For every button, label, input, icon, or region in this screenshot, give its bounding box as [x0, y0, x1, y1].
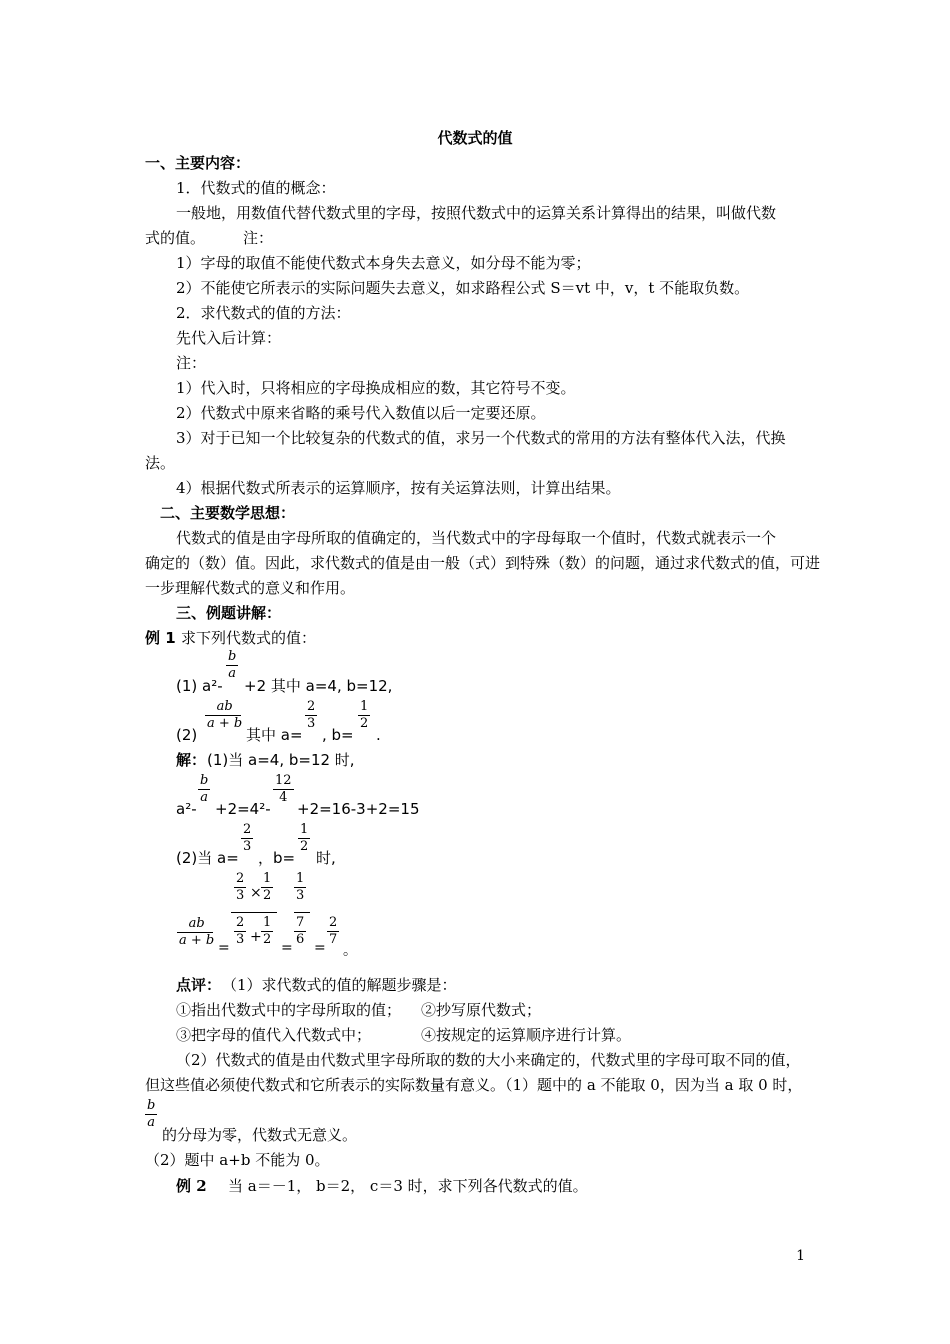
numerator: 1 — [263, 871, 272, 886]
numerator: 7 — [296, 915, 305, 930]
fraction-2-over-3 — [234, 872, 246, 903]
times-sign: × — [250, 885, 262, 901]
numerator: 2 — [243, 822, 252, 837]
denominator: 2 — [263, 932, 272, 947]
page-number: 1 — [796, 1248, 805, 1264]
text-line: 确定的（数）值。因此，求代数式的值是由一般（式）到特殊（数）的问题，通过求代数式的值，可进 — [145, 554, 821, 572]
fraction-ab-over-a-plus-b — [177, 917, 216, 948]
example-1-label: 例 1 — [145, 629, 176, 647]
fraction-2-over-3 — [241, 823, 253, 854]
fraction-ab-over-a-plus-b — [205, 700, 244, 731]
example-2-label: 例 2 — [176, 1177, 207, 1195]
denominator: a — [200, 790, 209, 805]
fraction-b-over-a — [145, 1099, 157, 1130]
denominator: a + b — [179, 933, 215, 948]
numerator: b — [147, 1098, 156, 1113]
text-line: 法。 — [145, 454, 176, 472]
denominator: a — [147, 1115, 156, 1130]
solution-2-end: 时, — [316, 849, 336, 867]
text-line: 1．代数式的值的概念： — [176, 179, 336, 197]
equals-sign: = — [218, 940, 230, 956]
text-line: 求下列代数式的值： — [181, 629, 317, 647]
denominator: 3 — [296, 888, 305, 903]
denominator: 3 — [236, 932, 245, 947]
solution-2-start: (2)当 a= — [176, 849, 239, 867]
numerator: ab — [188, 916, 205, 931]
text-line: （1）求代数式的值的解题步骤是： — [222, 976, 457, 994]
fraction-1-over-2 — [261, 872, 273, 903]
question-2-mid2: , b= — [322, 726, 354, 744]
solution-1-text: (1)当 a=4, b=12 时, — [207, 751, 355, 769]
text-line: 当 a＝－1， b＝2， c＝3 时，求下列各代数式的值。 — [228, 1177, 588, 1195]
numerator: 2 — [236, 871, 245, 886]
denominator: 7 — [329, 932, 338, 947]
denominator: 3 — [236, 888, 245, 903]
complex-fraction-1 — [231, 872, 281, 952]
fraction-2-over-3 — [305, 700, 317, 731]
question-2-end: . — [376, 726, 381, 744]
solution-2-mid: ，b= — [258, 849, 296, 867]
numerator: 2 — [236, 915, 245, 930]
text-line: （2）题中 a+b 不能为 0。 — [145, 1151, 330, 1169]
question-1-end: +2 其中 a=4, b=12, — [244, 677, 393, 695]
text-line: 代数式的值是由字母所取的值确定的，当代数式中的字母每取一个值时，代数式就表示一个 — [176, 529, 777, 547]
denominator: 4 — [279, 790, 288, 805]
plus-sign: + — [250, 929, 262, 945]
equals-sign: = — [314, 940, 326, 956]
numerator: 1 — [263, 915, 272, 930]
text-line: 注： — [243, 229, 274, 247]
text-line: 一般地，用数值代替代数式里的字母，按照代数式中的运算关系计算得出的结果，叫做代数 — [176, 204, 777, 222]
fraction-2-over-7 — [327, 916, 339, 947]
fraction-b-over-a — [198, 774, 210, 805]
numerator: 1 — [296, 871, 305, 886]
text-line: 的分母为零，代数式无意义。 — [162, 1126, 358, 1144]
denominator: a + b — [207, 716, 243, 731]
numerator: 2 — [307, 699, 316, 714]
denominator: 2 — [300, 839, 309, 854]
denominator: 2 — [263, 888, 272, 903]
question-2-mid: 其中 a= — [246, 726, 303, 744]
text-line: 4）根据代数式所表示的运算顺序，按有关运算法则，计算出结果。 — [176, 479, 621, 497]
section-heading-1: 一、主要内容： — [145, 154, 251, 172]
text-line: 一步理解代数式的意义和作用。 — [145, 579, 356, 597]
question-1-start: (1) a²- — [176, 677, 223, 695]
fraction-2-over-3 — [234, 916, 246, 947]
text-line: ②抄写原代数式； — [421, 1001, 542, 1019]
text-line: ③把字母的值代入代数式中； — [176, 1026, 372, 1044]
fraction-1-over-2 — [261, 916, 273, 947]
section-heading-3: 三、例题讲解： — [176, 604, 282, 622]
text-line: 先代入后计算： — [176, 329, 282, 347]
numerator: b — [228, 649, 237, 664]
period: 。 — [343, 943, 357, 959]
denominator: 2 — [360, 716, 369, 731]
numerator: 1 — [360, 699, 369, 714]
solution-1-eq-end: +2=16-3+2=15 — [297, 800, 420, 818]
section-heading-2: 二、主要数学思想： — [160, 504, 296, 522]
solution-1-eq-mid: +2=4²- — [215, 800, 271, 818]
denominator: a — [228, 666, 237, 681]
text-line: 注： — [176, 354, 207, 372]
page-title: 代数式的值 — [437, 129, 513, 147]
numerator: 2 — [329, 915, 338, 930]
denominator: 6 — [296, 932, 305, 947]
question-2-start: (2) — [176, 726, 198, 744]
denominator: 3 — [243, 839, 252, 854]
text-line: 2）代数式中原来省略的乘号代入数值以后一定要还原。 — [176, 404, 546, 422]
text-line: 2）不能使它所表示的实际问题失去意义，如求路程公式 S＝vt 中，v，t 不能取负数。 — [176, 279, 750, 297]
text-line: 2．求代数式的值的方法： — [176, 304, 351, 322]
complex-fraction-2 — [294, 872, 314, 952]
fraction-12-over-4 — [273, 774, 294, 805]
fraction-1-over-3 — [294, 872, 306, 903]
solution-label: 解： — [176, 751, 207, 769]
text-line: 式的值。 — [145, 229, 206, 247]
numerator: 1 — [300, 822, 309, 837]
numerator: b — [200, 773, 209, 788]
text-line: ①指出代数式中的字母所取的值； — [176, 1001, 402, 1019]
review-label: 点评： — [176, 976, 222, 994]
text-line: 3）对于已知一个比较复杂的代数式的值，求另一个代数式的常用的方法有整体代入法，代换 — [176, 429, 786, 447]
fraction-b-over-a — [226, 650, 238, 681]
text-line: 1）字母的取值不能使代数式本身失去意义，如分母不能为零； — [176, 254, 591, 272]
fraction-7-over-6 — [294, 916, 306, 947]
solution-1-eq-start: a²- — [176, 800, 197, 818]
text-line: ④按规定的运算顺序进行计算。 — [421, 1026, 632, 1044]
text-line: 1）代入时，只将相应的字母换成相应的数，其它符号不变。 — [176, 379, 576, 397]
numerator: ab — [216, 699, 233, 714]
text-line: 但这些值必须使代数式和它所表示的实际数量有意义。（1）题中的 a 不能取 0，因为当 a 取 0 时， — [145, 1076, 803, 1094]
fraction-1-over-2 — [358, 700, 370, 731]
text-line: （2）代数式的值是由代数式里字母所取的数的大小来确定的，代数式里的字母可取不同的值， — [176, 1051, 801, 1069]
equals-sign: = — [281, 940, 293, 956]
fraction-1-over-2 — [298, 823, 310, 854]
numerator: 12 — [275, 773, 292, 788]
denominator: 3 — [307, 716, 316, 731]
